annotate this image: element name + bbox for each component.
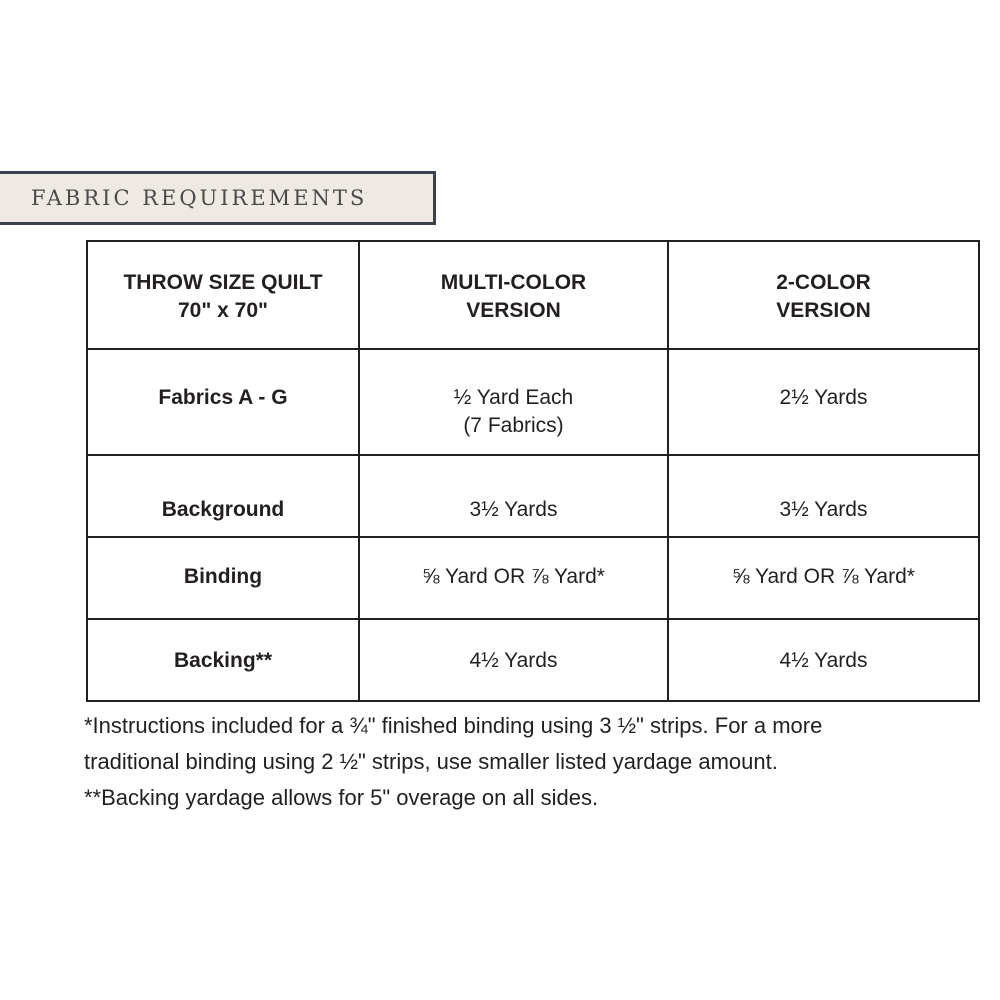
- cell-two-color-fabrics: [668, 349, 979, 455]
- cell-multi-color-binding: ⅝ Yard OR ⅞ Yard*: [359, 537, 668, 619]
- header-multi-color-line2: VERSION: [466, 299, 561, 322]
- header-multi-color: [359, 241, 668, 349]
- table-row: [87, 455, 979, 537]
- footnote-binding-line1: *Instructions included for a ¾" finished binding using 3 ½" strips. For a more: [84, 713, 823, 738]
- footnotes: [84, 708, 984, 816]
- row-label-fabrics: Fabrics A - G: [87, 349, 359, 455]
- table-row: [87, 619, 979, 701]
- header-multi-color-line1: MULTI-COLOR: [440, 271, 587, 294]
- header-quilt-size-line1: THROW SIZE QUILT: [123, 271, 323, 294]
- table-row: [87, 349, 979, 455]
- header-quilt-size-line2: 70" x 70": [178, 299, 268, 322]
- header-two-color-line1: 2-COLOR: [776, 271, 871, 294]
- cell-multi-color-fabrics-line1: ½ Yard Each: [453, 386, 574, 409]
- cell-multi-color-fabrics: [359, 349, 668, 455]
- row-label-background: Background: [87, 455, 359, 537]
- cell-multi-color-background: 3½ Yards: [359, 455, 668, 537]
- section-header: [0, 171, 436, 225]
- header-quilt-size: [87, 241, 359, 349]
- cell-two-color-fabrics-line1: 2½ Yards: [779, 386, 868, 409]
- footnote-binding-line2: traditional binding using 2 ½" strips, use smaller listed yardage amount.: [84, 749, 778, 774]
- section-title: FABRIC REQUIREMENTS: [31, 186, 368, 210]
- table-header-row: [87, 241, 979, 349]
- row-label-binding: Binding: [87, 537, 359, 619]
- cell-two-color-binding: ⅝ Yard OR ⅞ Yard*: [668, 537, 979, 619]
- cell-multi-color-backing: 4½ Yards: [359, 619, 668, 701]
- row-label-backing: Backing**: [87, 619, 359, 701]
- footnote-backing: **Backing yardage allows for 5" overage on all sides.: [84, 785, 599, 810]
- fabric-requirements-table: [86, 240, 980, 702]
- cell-two-color-background: 3½ Yards: [668, 455, 979, 537]
- header-two-color: [668, 241, 979, 349]
- header-two-color-line2: VERSION: [776, 299, 871, 322]
- cell-two-color-backing: 4½ Yards: [668, 619, 979, 701]
- cell-multi-color-fabrics-line2: (7 Fabrics): [463, 414, 564, 437]
- table-row: [87, 537, 979, 619]
